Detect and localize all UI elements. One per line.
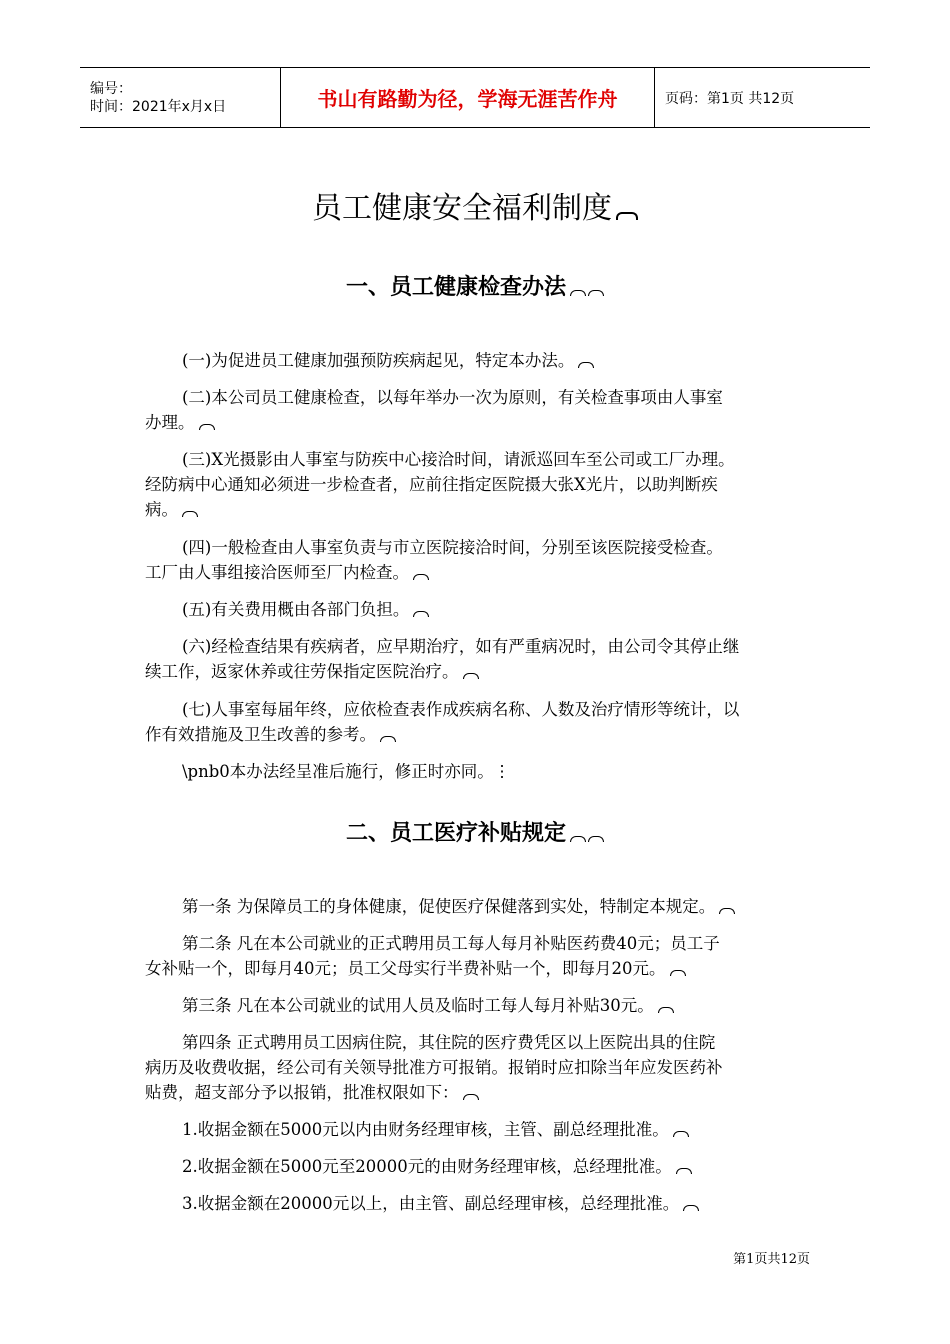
- paragraph-mark-icon: [578, 362, 594, 368]
- section2-heading-text: 二、员工医疗补贴规定: [345, 821, 566, 846]
- line: 第二条 凡在本公司就业的正式聘用员工每人每月补贴医药费40元；员工子: [182, 934, 720, 953]
- line: 2.收据金额在5000元至20000元的由财务经理审核，总经理批准。: [182, 1157, 672, 1176]
- section2-heading: [0, 816, 950, 847]
- paragraph-mark-icon: [463, 1094, 479, 1100]
- line: 作有效措施及卫生改善的参考。: [145, 725, 376, 744]
- section1-heading: [0, 270, 950, 301]
- line: (一)为促进员工健康加强预防疾病起见，特定本办法。: [182, 351, 575, 370]
- section1-para-7: [145, 697, 835, 747]
- paragraph-mark-icon: [380, 736, 396, 742]
- paragraph-mark-icon: [719, 908, 735, 914]
- line: 病历及收费收据，经公司有关领导批准方可报销。报销时应扣除当年应发医药补: [145, 1058, 723, 1077]
- page-header: [80, 67, 870, 128]
- line: \pnb0本办法经呈准后施行，修正时亦同。⋮: [182, 762, 511, 781]
- section2-item-2: [145, 1154, 835, 1179]
- header-motto: 书山有路勤为径，学海无涯苦作舟: [317, 87, 618, 111]
- paragraph-mark-icon: [676, 1168, 692, 1174]
- header-motto-cell: [281, 68, 655, 127]
- section1-para-6: [145, 634, 835, 684]
- paragraph-mark-icon: [182, 511, 198, 517]
- section2-article-2: [145, 931, 835, 981]
- line: (七)人事室每届年终，应依检查表作成疾病名称、人数及治疗情形等统计，以: [182, 700, 740, 719]
- line: 经防病中心通知必须进一步检查者，应前往指定医院摄大张X光片，以助判断疾: [145, 475, 718, 494]
- paragraph-mark-icon: [616, 212, 638, 220]
- paragraph-mark-icon: [673, 1131, 689, 1137]
- line: (四)一般检查由人事室负责与市立医院接洽时间，分别至该医院接受检查。: [182, 538, 723, 557]
- line: (三)X光摄影由人事室与防疾中心接洽时间，请派巡回车至公司或工厂办理。: [182, 450, 735, 469]
- line: (六)经检查结果有疾病者，应早期治疗，如有严重病况时，由公司令其停止继: [182, 637, 740, 656]
- document-title: [0, 183, 950, 227]
- paragraph-mark-icon: [588, 290, 604, 296]
- document-title-text: 员工健康安全福利制度: [312, 191, 612, 226]
- paragraph-mark-icon: [683, 1205, 699, 1211]
- paragraph-mark-icon: [570, 836, 586, 842]
- section2-article-3: [145, 993, 835, 1018]
- section1-para-8: [145, 759, 835, 784]
- header-meta: [80, 68, 281, 127]
- section1-para-3: [145, 447, 835, 522]
- section1-heading-text: 一、员工健康检查办法: [345, 275, 566, 300]
- line: 女补贴一个，即每月40元；员工父母实行半费补贴一个，即每月20元。: [145, 959, 666, 978]
- line: 病。: [145, 500, 178, 519]
- header-page-info: 页码：第1页 共12页: [665, 90, 795, 107]
- paragraph-mark-icon: [658, 1007, 674, 1013]
- paragraph-mark-icon: [413, 574, 429, 580]
- line: 3.收据金额在20000元以上，由主管、副总经理审核，总经理批准。: [182, 1194, 680, 1213]
- line: 办理。: [145, 413, 195, 432]
- line: 第一条 为保障员工的身体健康，促使医疗保健落到实处，特制定本规定。: [182, 897, 716, 916]
- paragraph-mark-icon: [463, 673, 479, 679]
- paragraph-mark-icon: [199, 424, 215, 430]
- line: 第三条 凡在本公司就业的试用人员及临时工每人每月补贴30元。: [182, 996, 654, 1015]
- paragraph-mark-icon: [670, 970, 686, 976]
- line: (二)本公司员工健康检查，以每年举办一次为原则，有关检查事项由人事室: [182, 388, 723, 407]
- line: 续工作，返家休养或往劳保指定医院治疗。: [145, 662, 459, 681]
- section1-para-2: [145, 385, 835, 435]
- section2-item-3: [145, 1191, 835, 1216]
- line: 贴费，超支部分予以报销，批准权限如下：: [145, 1083, 459, 1102]
- paragraph-mark-icon: [570, 290, 586, 296]
- line: (五)有关费用概由各部门负担。: [182, 600, 410, 619]
- paragraph-mark-icon: [413, 611, 429, 617]
- page-footer: 第1页共12页: [733, 1252, 810, 1267]
- paragraph-mark-icon: [588, 836, 604, 842]
- section2-article-4: [145, 1030, 835, 1105]
- line: 第四条 正式聘用员工因病住院，其住院的医疗费凭区以上医院出具的住院: [182, 1033, 716, 1052]
- section1-para-5: [145, 597, 835, 622]
- line: 工厂由人事组接洽医师至厂内检查。: [145, 563, 409, 582]
- section1-para-4: [145, 535, 835, 585]
- line: 1.收据金额在5000元以内由财务经理审核，主管、副总经理批准。: [182, 1120, 669, 1139]
- document-number-label: 编号：: [90, 80, 132, 97]
- section2-article-1: [145, 894, 835, 919]
- section1-para-1: [145, 348, 835, 373]
- document-time-label: 时间：2021年x月x日: [90, 98, 227, 115]
- section2-item-1: [145, 1117, 835, 1142]
